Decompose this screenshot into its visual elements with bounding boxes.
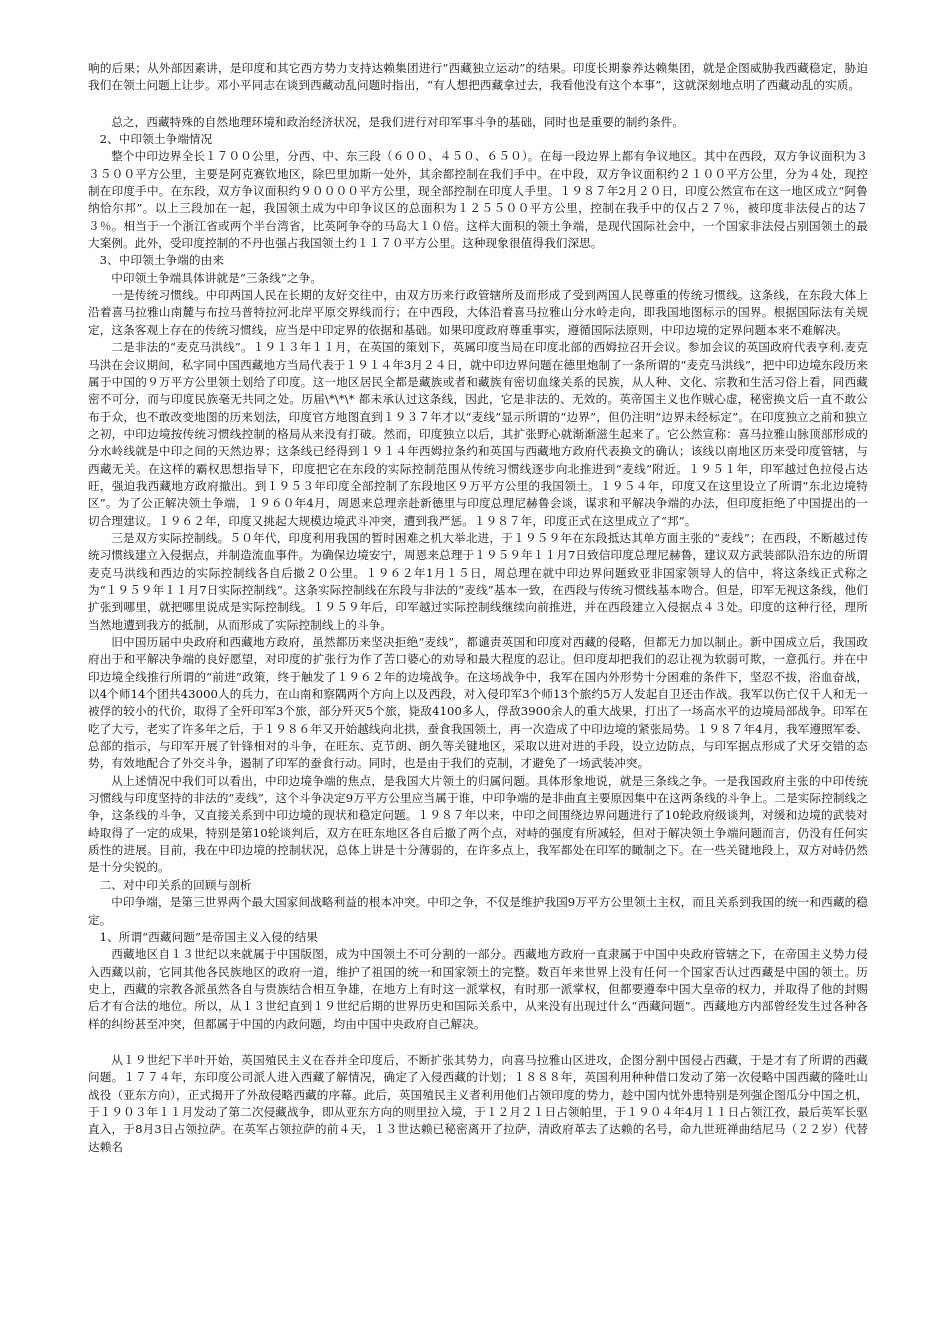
paragraph-summary: 总之，西藏特殊的自然地理环境和政治经济状况，是我们进行对印军事斗争的基础，同时也是重要的制约条件。 xyxy=(111,114,685,129)
paragraph-british-invasion: 从１９世纪下半叶开始，英国殖民主义在吞并全印度后，不断扩张其势力，向喜马拉雅山区进攻，企图分割中国侵占西藏，于是才有了所谓的西藏问题。１７７４年，东印度公司派人进入西藏了解情况，确定了入侵西藏的计划；１８８８年，英国利用种种借口发动了第一次侵略中国西藏的隆吐山战役（亚东方向），正式揭开了外敌侵略西藏的序幕。此后，英国殖民主义者利用他们占领印度的势力，趁中国内忧外患特别是列强企图瓜分中国之机，于１９０３年１１月发动了第二次侵藏战争，即从亚东方向的则里拉入境，于１２月２１日占领帕里，于１９０４年4月１１日占领江孜，最后英军长驱直入，于8月3日占领拉萨。在英军占领拉萨的前４天，１３世达赖已秘密离开了拉萨，清政府革去了达赖的名号，命九世班禅曲结尼马（２２岁）代替达赖名 xyxy=(88,1052,868,1154)
paragraph-three-lines: 中印领土争端具体讲就是“三条线”之争。 xyxy=(111,270,323,285)
section-heading-tibet-question: 1、所谓“西藏问题”是帝国主义入侵的结果 xyxy=(99,929,318,944)
paragraph-history-conflict: 旧中国历届中央政府和西藏地方政府，虽然都历来坚决拒绝“麦线”，都谴责英国和印度对西藏的侵略，但都无力加以制止。新中国成立后，我国政府出于和平解决争端的良好愿望，对印度的扩张行为作了苦口婆心的劝导和最大程度的忍让。但印度却把我们的忍让视为软弱可欺，一意孤行。并在中印边境全线推行所谓的“前进”政策，终于触发了１９６２年的边境战争。在这场战争中，我军在国内外形势十分困难的条件下，坚忍不拔，浴血奋战，以4个师14个团共43000人的兵力，在山南和察隅两个方向上以及西段，对入侵印军3个师13个旅约5万人发起自卫还击作战。我军以伤亡仅千人和无一被俘的较小的代价，取得了全歼印军3个旅，部分歼灭5个旅，毙敌4100多人，俘敌3900余人的重大战果，打出了一场高水平的边境局部战争。印军在吃了大亏，老实了许多年之后，于１９８６年又开始越线向北拱，蚕食我国领土，再一次造成了中印边境的紧张局势。１９８７年4月，我军遵照军委、总部的指示，与印军开展了针锋相对的斗争，在旺东、克节朗、朗久等关键地区，采取以进对进的手段，设立边防点，与印军据点形成了犬牙交错的态势，有效地配合了外交斗争，遏制了印军的蚕食行动。同时，也是由于我们的克制，才避免了一场武装冲突。 xyxy=(88,635,868,771)
paragraph-tibet-history: 西藏地区自１３世纪以来就属于中国版图，成为中国领土不可分割的一部分。西藏地方政府一直隶属于中国中央政府管辖之下，在帝国主义势力侵入西藏以前，它同其他各民族地区的政府一道，维护了祖国的统一和国家领土的完整。数百年来世界上没有任何一个国家否认过西藏是中国的领土。历史上，西藏的宗教各派虽然各自与贵族结合相互争雄，在地方上有时这一派掌权，有时那一派掌权，但都要遵奉中国大皇帝的权力，并取得了他的封赐后才有合法的地位。所以，从１３世纪直到１９世纪后期的世界历史和国际关系中，从来没有出现过什么“西藏问题”。西藏地方内部曾经发生过各种各样的纠纷甚至冲突，但都属于中国的内政问题，均由中国中央政府自己解决。 xyxy=(88,947,868,1031)
paragraph-actual-control-line: 三是双方实际控制线。５０年代，印度利用我国的暂时困难之机大举北进，于１９５９年在东段抵达其单方面主张的“麦线”；在西段，不断越过传统习惯线建立入侵据点，并制造流血事件。为确保边境安宁，周恩来总理于１９５９年１１月7日致信印度总理尼赫鲁，建议双方武装部队沿东边的所谓麦克马洪线和西边的实际控制线各自后撤２０公里。１９６２年1月１５日，周总理在就中印边界问题致亚非国家领导人的信中，将这条线正式称之为“１９５９年１１月7日实际控制线”。这条实际控制线在东段与非法的“麦线”基本一致，在西段与传统习惯线基本吻合。但是，印军无视这条线，他们扩张到哪里，就把哪里说成是实际控制线。１９５９年后，印军越过实际控制线继续向前推进，并在西段建立入侵据点４３处。印度的这种行径，理所当然地遭到我方的抵制，从而形成了实际控制线上的斗争。 xyxy=(88,530,868,632)
paragraph-conclusion-lines: 从上述情况中我们可以看出，中印边境争端的焦点，是我国大片领土的归属问题。具体形象地说，就是三条线之争。一是我国政府主张的中印传统习惯线与印度坚持的非法的“麦线”，这个斗争决定9万平方公里应当属于谁，中印争端的是非曲直主要原因集中在这两条线的斗争上。二是实际控制线之争，这条线的斗争，又直接关系到中印边境的现状和稳定问题。１９８７年以来，中印之间围绕边界问题进行了10轮政府级谈判，对缓和边境的武装对峙取得了一定的成果，特别是第10轮谈判后，双方在旺东地区各自后撤了两个点，对峙的强度有所减轻，但对于解决领土争端问题而言，仍没有任何实质性的进展。目前，我在中印边境的控制状况，总体上讲是十分薄弱的，在许多点上，我军都处在印军的瞰制之下。在一些关键地段上，双方对峙仍然是十分尖锐的。 xyxy=(88,773,868,875)
document-body xyxy=(88,60,868,1156)
paragraph-border-overview: 整个中印边界全长１７００公里，分西、中、东三段（６００、４５０、６５０）。在每一段边界上都有争议地区。其中在西段，双方争议面积为３３５００平方公里，主要是阿克赛钦地区，除巴里加斯一处外，其余都控制在我们手中。在中段，双方争议面积约２１００平方公里，分为４处，现控制在印度手中。在东段，双方争议面积约９００００平方公里，现全部控制在印度人手里。１９８７年2月２０日，印度公然宣布在这一地区成立“阿鲁纳恰尔邦”。以上三段加在一起，我国领土成为中印争议区的总面积为１２５５００平方公里，控制在我手中的仅占２７％，被印度非法侵占的达７３％。相当于一个浙江省或两个半台湾省，比英阿争夺的马岛大１０倍。这样大面积的领土争端，是现代国际社会中，一个国家非法侵占别国领土的最大案例。此外，受印度控制的不丹也强占我国领土约１１７０平方公里。这种现象很值得我们深思。 xyxy=(88,149,868,251)
paragraph-traditional-line: 一是传统习惯线。中印两国人民在长期的友好交往中，由双方历来行政管辖所及而形成了受到两国人民尊重的传统习惯线。这条线，在东段大体上沿着喜马拉雅山南麓与布拉马普特拉河北岸平原交界线而行；在中西段，大体沿着喜马拉雅山分水岭走向，即我国地图标示的国界。根据国际法有关规定，这条客观上存在的传统习惯线，应当是中印定界的依据和基础。如果印度政府尊重事实，遵循国际法原则，中印边境的定界问题本来不难解决。 xyxy=(88,288,868,337)
section-heading-relations-review: 二、对中印关系的回顾与剖析 xyxy=(99,877,252,892)
paragraph-cause-external: 响的后果；从外部因素讲，是印度和其它西方势力支持达赖集团进行“西藏独立运动”的结果。印度长期豢养达赖集团，就是企图威胁我西藏稳定，胁迫我们在领土问题上让步。邓小平同志在谈到西藏动乱问题时指出，“有人想把西藏拿过去，我看他没有这个本事”，这就深刻地点明了西藏动乱的实质。 xyxy=(88,61,868,93)
section-heading-territorial-dispute: 2、中印领土争端情况 xyxy=(99,132,213,147)
paragraph-mcmahon-line: 二是非法的“麦克马洪线”。１９１３年１１月，在英国的策划下，英属印度当局在印度北部的西姆拉召开会议。参加会议的英国政府代表亨利.麦克马洪在会议期间，私字同中国西藏地方当局代表于１９１４年3月２４日，就中印边界问题在德里炮制了一条所谓的“麦克马洪线”，把中印边境东段历来属于中国的９万平方公里领土划给了印度。这一地区居民全都是藏族或者和藏族有密切血缘关系的民族，从人种、文化、宗教和生活习俗上看，同西藏密不可分，而与印度民族毫无共同之处。历届\*\*\* 都未承认过这条线，因此，它是非法的、无效的。英帝国主义也作贼心虚，秘密换文后一直不敢公布于众，也不敢改变地图的历来划法，印度官方地图直到１９３７年才以“麦线”显示所谓的“边界”，但仍注明“边界未经标定”。在印度独立之前和独立之初，中印边境按传统习惯线控制的格局从来没有打破。然而，印度独立以后，其扩张野心就渐渐滋生起来了。它公然宣称：喜马拉雅山脉顶部形成的分水岭线就是中印之间的天然边界；这条线已经得到１９１４年西姆拉条约和英国与西藏地方政府代表换文的确认；该线以南地区历来受印度管辖，与西藏无关。在这样的霸权思想指导下，印度把它在东段的实际控制范围从传统习惯线逐步向北推进到“麦线”附近。１９５１年，印军越过色拉侵占达旺，强迫我西藏地方政府撤出。到１９５３年印度全部控制了东段地区９万平方公里的我国领土。１９５４年，印度又在这里设立了所谓“东北边境特区”。为了公正解决领土争端，１９６０年4月，周恩来总理亲赴新德里与印度总理尼赫鲁会谈，谋求和平解决争端的办法，但印度拒绝了中国提出的一切合理建议。１９６２年，印度又挑起大规模边境武斗冲突，遭到我严惩。１９８７年，印度正式在这里成立了“邦”。 xyxy=(88,340,868,528)
paragraph-strategic-conflict: 中印争端，是第三世界两个最大国家间战略利益的根本冲突。中印之争，不仅是维护我国9万平方公里领土主权，而且关系到我国的统一和西藏的稳定。 xyxy=(88,895,868,927)
section-heading-dispute-origin: 3、中印领土争端的由来 xyxy=(99,253,225,268)
